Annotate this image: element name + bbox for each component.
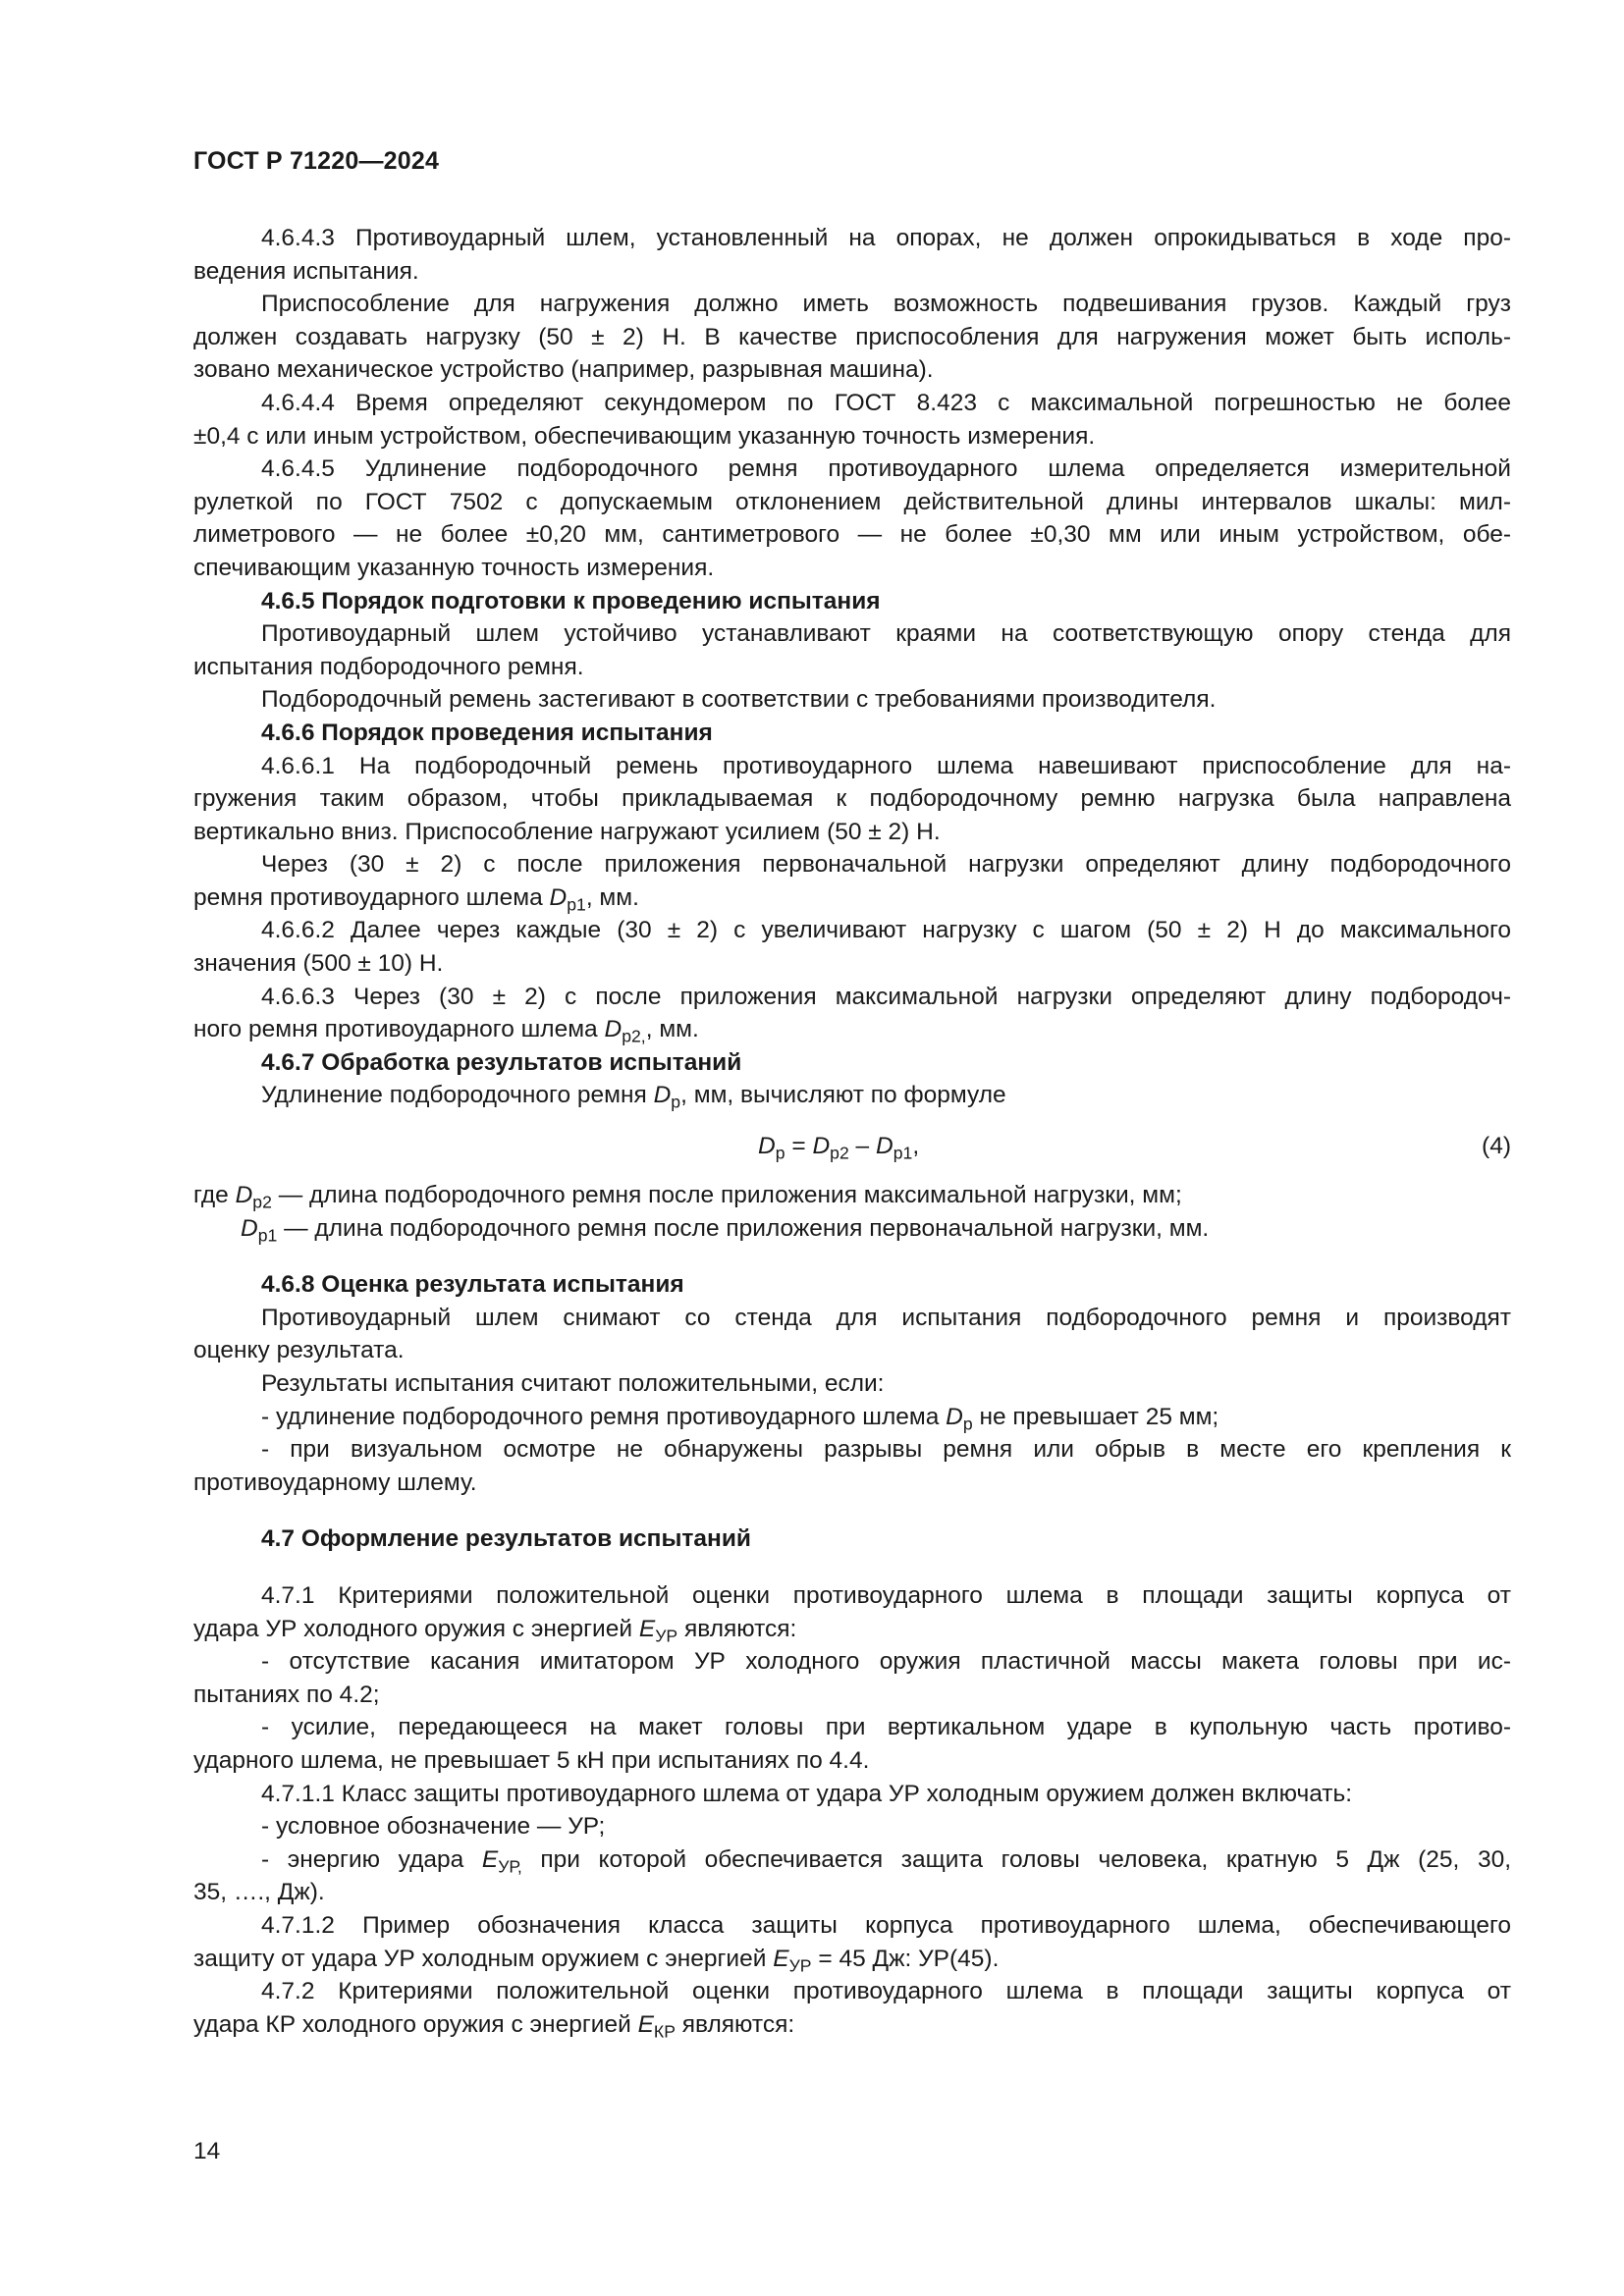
heading-4-6-5: 4.6.5 Порядок подготовки к проведению испытания <box>261 587 881 614</box>
paragraph-4-6-4-4: 4.6.4.4 Время определяют секундомером по ГОСТ 8.423 с максимальной погрешностью не более <box>261 389 1511 416</box>
document-body: 4.6.4.3 Противоударный шлем, установленный на опорах, не должен опрокидываться в ходе про- ведения испытания. Приспособление для нагружения должно иметь возможность подвешивания грузов. Каждый груз должен создавать нагрузку (50 ± 2) Н. В качестве приспособления для нагружения может быть исполь- зовано механическое устройство (например, разрывная машина). 4.6.4.4 Время определяют секундомером по ГОСТ 8.423 с максимальной погрешностью не более ±0,4 с или иным устройством, обеспечивающим указанную точность измерения. 4.6.4.5 Удлинение подбородочного ремня противоударного шлема определяется измерительной рулеткой по ГОСТ 7502 с допускаемым отклонением действительной длины интервалов шкалы: мил- лиметрового — не более ±0,20 мм, сантиметрового — не более ±0,30 мм или иным устройством, обе- спечивающим указанную точность измерения. 4.6.5 Порядок подготовки к проведению испытания Противоударный шлем устойчиво устанавливают краями на соответствующую опору стенда для испытания подбородочного ремня. Подбородочный ремень застегивают в соответствии с требованиями производителя. 4.6.6 Порядок проведения испытания 4.6.6.1 На подбородочный ремень противоударного шлема навешивают приспособление для на- гружения таким образом, чтобы прикладываемая к подбородочному ремню нагрузка была направлена вертикально вниз. Приспособление нагружают усилием (50 ± 2) Н. Через (30 ± 2) с после приложения первоначальной нагрузки определяют длину подбородочного ремня противоударного шлема $D_{p1}$, мм. 4.6.6.2 Далее через каждые (30 ± 2) с увеличивают нагрузку с шагом (50 ± 2) Н до максимального значения (500 ± 10) Н. 4.6.6.3 Через (30 ± 2) с после приложения максимальной нагрузки определяют длину подбородоч- ного ремня противоударного шлема $D_{p2,}$, мм. 4.6.7 Обработка результатов испытаний Удлинение подбородочного ремня $D_p$, мм, вычисляют по формуле $D_p = D_{p2} - D_{p1}$, (4) где $D_{p2}$ — длина подбородочного ремня после приложения максимальной нагрузки, мм; $D_{p1}$ — длина подбородочного ремня после приложения первоначальной нагрузки, мм. 4.6.8 Оценка результата испытания Противоударный шлем снимают со стенда для испытания подбородочного ремня и производят оценку результата. Результаты испытания считают положительными, если: - удлинение подбородочного ремня противоударного шлема $D_p$ не превышает 25 мм; - при визуальном осмотре не обнаружены разрывы ремня или обрыв в месте его крепления к противоударному шлему. 4.7 Оформление результатов испытаний 4.7.1 Критериями положительной оценки противоударного шлема в площади защиты корпуса от удара УР холодного оружия с энергией $E_{УР}$ являются: - отсутствие касания имитатором УР холодного оружия пластичной массы макета головы при ис- пытаниях по 4.2; - усилие, передающееся на макет головы при вертикальном ударе в купольную часть противо- ударного шлема, не превышает 5 кН при испытаниях по 4.4. 4.7.1.1 Класс защиты противоударного шлема от удара УР холодным оружием должен включать: - условное обозначение — УР; - энергию удара $E_{УР,}$ при которой обеспечивается защита головы человека, кратную 5 Дж (25, 30, 35, …., Дж). 4.7.1.2 Пример обозначения класса защиты корпуса противоударного шлема, обеспечивающего защиту от удара УР холодным оружием с энергией $E_{УР} = 45$ Дж: УР(45). 4.7.2 Критериями положительной оценки противоударного шлема в площади защиты корпуса от удара КР холодного оружия с энергией $E_{КР}$ являются: <box>193 222 1511 2041</box>
paragraph-removal: Противоударный шлем снимают со стенда для испытания подбородочного ремня и производят <box>261 1304 1511 1331</box>
list-item-energy: - энергию удара $E_{УР,}$ при которой обеспечивается защита головы человека, кратную 5 Дж (25, 30, <box>261 1845 1512 1876</box>
document-header: ГОСТ Р 71220—2024 <box>193 147 440 175</box>
paragraph-4-6-6-2: 4.6.6.2 Далее через каждые (30 ± 2) с увеличивают нагрузку с шагом (50 ± 2) Н до максимального <box>261 917 1511 944</box>
paragraph-4-7-2: 4.7.2 Критериями положительной оценки противоударного шлема в площади защиты корпуса от <box>261 1978 1511 2005</box>
paragraph-4-6-6-1: 4.6.6.1 На подбородочный ремень противоударного шлема навешивают приспособление для на- <box>261 752 1511 779</box>
paragraph-4-6-4-3: 4.6.4.3 Противоударный шлем, установленный на опорах, не должен опрокидываться в ходе про- <box>261 225 1511 251</box>
formula-number: (4) <box>1482 1133 1511 1160</box>
formula-expression: $D_p = D_{p2} - D_{p1}$, <box>758 1133 920 1163</box>
paragraph-4-7-1: 4.7.1 Критериями положительной оценки противоударного шлема в площади защиты корпуса от <box>261 1581 1511 1609</box>
paragraph-initial-length: Через (30 ± 2) с после приложения первоначальной нагрузки определяют длину подбородочного <box>261 851 1511 879</box>
list-item-designation: - условное обозначение — УР; <box>261 1813 606 1841</box>
paragraph-loading-device: Приспособление для нагружения должно иметь возможность подвешивания грузов. Каждый груз <box>261 291 1511 318</box>
paragraph-4-6-6-3: 4.6.6.3 Через (30 ± 2) с после приложения максимальной нагрузки определяют длину подбородоч- <box>261 983 1511 1010</box>
page-number: 14 <box>193 2138 221 2164</box>
paragraph-helmet-mounting: Противоударный шлем устойчиво устанавливают краями на соответствующую опору стенда для <box>261 620 1511 648</box>
where-clause-dp2: где $D_{p2}$ — длина подбородочного ремня после приложения максимальной нагрузки, мм; <box>193 1182 1182 1212</box>
formula-4 <box>193 1112 1511 1179</box>
list-item-force: - усилие, передающееся на макет головы при вертикальном ударе в купольную часть противо- <box>261 1714 1511 1741</box>
list-item-elongation: - удлинение подбородочного ремня противоударного шлема $D_p$ не превышает 25 мм; <box>261 1403 1219 1433</box>
paragraph-elongation: Удлинение подбородочного ремня $D_p$, мм, вычисляют по формуле <box>261 1082 1006 1112</box>
symbol-d: D <box>549 883 568 911</box>
heading-4-7: 4.7 Оформление результатов испытаний <box>261 1525 751 1553</box>
paragraph-4-7-1-2: 4.7.1.2 Пример обозначения класса защиты корпуса противоударного шлема, обеспечивающего <box>261 1911 1511 1939</box>
heading-4-6-6: 4.6.6 Порядок проведения испытания <box>261 719 713 746</box>
heading-4-6-8: 4.6.8 Оценка результата испытания <box>261 1271 684 1299</box>
paragraph-4-6-4-5: 4.6.4.5 Удлинение подбородочного ремня противоударного шлема определяется измерительной <box>261 455 1511 483</box>
paragraph-strap-fasten: Подбородочный ремень застегивают в соответствии с требованиями производителя. <box>261 686 1217 714</box>
list-item-visual-inspection: - при визуальном осмотре не обнаружены разрывы ремня или обрыв в месте его крепления к <box>261 1436 1511 1464</box>
paragraph-positive-results: Результаты испытания считают положительными, если: <box>261 1370 885 1397</box>
heading-4-6-7: 4.6.7 Обработка результатов испытаний <box>261 1048 742 1076</box>
paragraph-4-7-1-1: 4.7.1.1 Класс защиты противоударного шлема от удара УР холодным оружием должен включать: <box>261 1780 1353 1807</box>
list-item-no-contact: - отсутствие касания имитатором УР холодного оружия пластичной массы макета головы при ис- <box>261 1648 1511 1676</box>
where-clause-dp1: $D_{p1}$ — длина подбородочного ремня после приложения первоначальной нагрузки, мм. <box>241 1214 1210 1245</box>
